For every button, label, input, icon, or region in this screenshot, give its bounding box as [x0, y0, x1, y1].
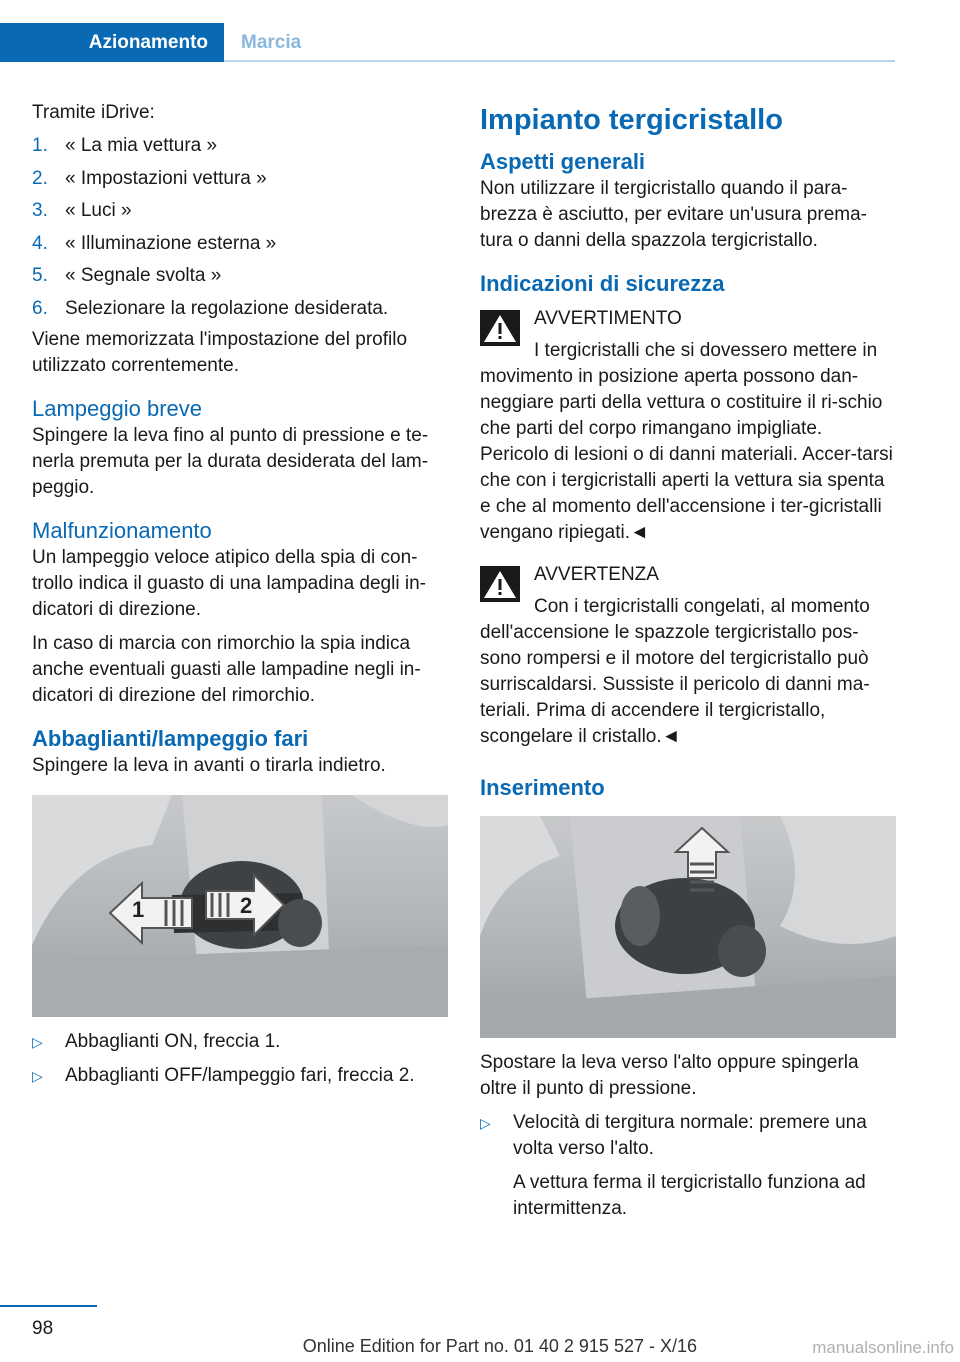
list-item — [480, 1110, 896, 1222]
profile-note: Viene memorizzata l'impostazione del profilo utilizzato correntemente. — [32, 329, 408, 376]
watermark: manualsonline.info — [812, 1338, 954, 1357]
lampeggio-text: Spingere la leva fino al punto di pressione e te-nerla premuta per la durata desiderata del lam-peggio. — [32, 425, 429, 498]
list-item — [32, 1029, 448, 1055]
page-number: 98 — [32, 1318, 54, 1339]
triangle-bullet-icon: ▷ — [32, 1068, 43, 1084]
right-column — [480, 102, 896, 1230]
step-number: 1. — [32, 135, 48, 156]
header-tabs — [0, 23, 960, 62]
step-item — [32, 195, 448, 228]
wiper-lever-figure — [480, 816, 896, 1038]
malfunzionamento-text-1: Un lampeggio veloce atipico della spia di con-trollo indica il guasto di una lampadina degli in-dicatori di direzione. — [32, 547, 426, 620]
lever-illustration — [32, 795, 448, 1017]
step-text: « Illuminazione esterna » — [65, 232, 277, 254]
step-number: 2. — [32, 167, 48, 189]
step-text: « Segnale svolta » — [65, 265, 222, 286]
aspetti-generali-text: Non utilizzare il tergicristallo quando il para-brezza è asciutto, per evitare un'usura prema-tura o danni della spazzola tergicristallo. — [480, 178, 867, 251]
bullet-text: Abbaglianti ON, freccia 1. — [65, 1031, 281, 1052]
bullet-text: Velocità di tergitura normale: premere una volta verso l'alto. — [513, 1112, 867, 1159]
headlight-lever-figure — [32, 795, 448, 1017]
lampeggio-heading: Lampeggio breve — [32, 396, 203, 421]
step-item — [32, 163, 448, 196]
aspetti-generali-heading: Aspetti generali — [480, 149, 646, 174]
warning-block-2 — [480, 562, 896, 750]
idrive-steps — [32, 130, 448, 325]
header-rule — [224, 60, 895, 62]
warning-title-2: AVVERTENZA — [534, 564, 659, 585]
step-item — [32, 293, 448, 326]
malfunzionamento-text-2: In caso di marcia con rimorchio la spia indica anche eventuali guasti alle lampadine negli in-dicatori di direzione del rimorchio. — [32, 633, 421, 706]
bullet-subtext: A vettura ferma il tergicristallo funziona ad intermittenza. — [513, 1172, 866, 1219]
abbaglianti-text: Spingere la leva in avanti o tirarla indietro. — [32, 755, 386, 776]
warning-text-2: Con i tergicristalli congelati, al momento dell'accensione le spazzole tergicristallo pos-sono rompersi e il motore del tergicristallo può surriscaldarsi. Sussiste il pericolo di danni ma-teriali. Prima di accendere il tergicristallo, scongelare il cristallo.◄ — [480, 596, 870, 747]
left-column — [32, 100, 448, 1097]
warning-text-1: I tergicristalli che si dovessero mettere in movimento in posizione aperta possono dan-neggiare parti della vettura o costituire il ri-schio che parti del corpo rimangano impigliate. Pericolo di lesioni o di danni materiali. Accer-tarsi che con i tergicristalli aperti la vettura sia spenta e che al momento dell'accensione i ter-gicristalli vengano ripiegati.◄ — [480, 340, 893, 543]
inserimento-text: Spostare la leva verso l'alto oppure spingerla oltre il punto di pressione. — [480, 1052, 859, 1099]
tab-marcia[interactable]: Marcia — [241, 31, 302, 53]
step-number: 6. — [32, 297, 48, 319]
warning-triangle-icon — [480, 566, 520, 602]
malfunzionamento-heading: Malfunzionamento — [32, 518, 212, 543]
inserimento-bullets — [480, 1110, 896, 1222]
inserimento-heading: Inserimento — [480, 775, 605, 800]
bullet-text: Abbaglianti OFF/lampeggio fari, freccia 2. — [65, 1065, 415, 1086]
edition-info: Online Edition for Part no. 01 40 2 915 527 - X/16 — [302, 1336, 697, 1356]
abbaglianti-heading: Abbaglianti/lampeggio fari — [32, 726, 309, 751]
warning-triangle-icon — [480, 310, 520, 346]
step-text: Selezionare la regolazione desiderata. — [65, 297, 389, 319]
list-item — [32, 1063, 448, 1089]
step-item — [32, 260, 448, 293]
step-text: « La mia vettura » — [65, 135, 218, 156]
page-title: Impianto tergicristallo — [480, 104, 783, 136]
triangle-bullet-icon: ▷ — [32, 1034, 43, 1050]
step-number: 5. — [32, 265, 48, 286]
wiper-illustration — [480, 816, 896, 1038]
step-text: « Impostazioni vettura » — [65, 167, 267, 189]
step-item — [32, 130, 448, 163]
step-number: 3. — [32, 200, 48, 221]
step-text: « Luci » — [65, 200, 132, 221]
arrow-1 — [110, 883, 192, 943]
step-number: 4. — [32, 232, 48, 254]
footer-rule — [0, 1305, 97, 1307]
step-item — [32, 228, 448, 261]
arrow-label-2: 2 — [240, 893, 253, 918]
warning-block-1 — [480, 306, 896, 546]
triangle-bullet-icon: ▷ — [480, 1115, 491, 1131]
warning-title-1: AVVERTIMENTO — [534, 308, 682, 329]
abbaglianti-bullets — [32, 1029, 448, 1089]
arrow-label-1: 1 — [132, 897, 145, 922]
idrive-intro: Tramite iDrive: — [32, 102, 155, 123]
sicurezza-heading: Indicazioni di sicurezza — [480, 271, 725, 296]
bullet-body — [513, 1110, 896, 1222]
tab-azionamento[interactable]: Azionamento — [0, 23, 224, 62]
